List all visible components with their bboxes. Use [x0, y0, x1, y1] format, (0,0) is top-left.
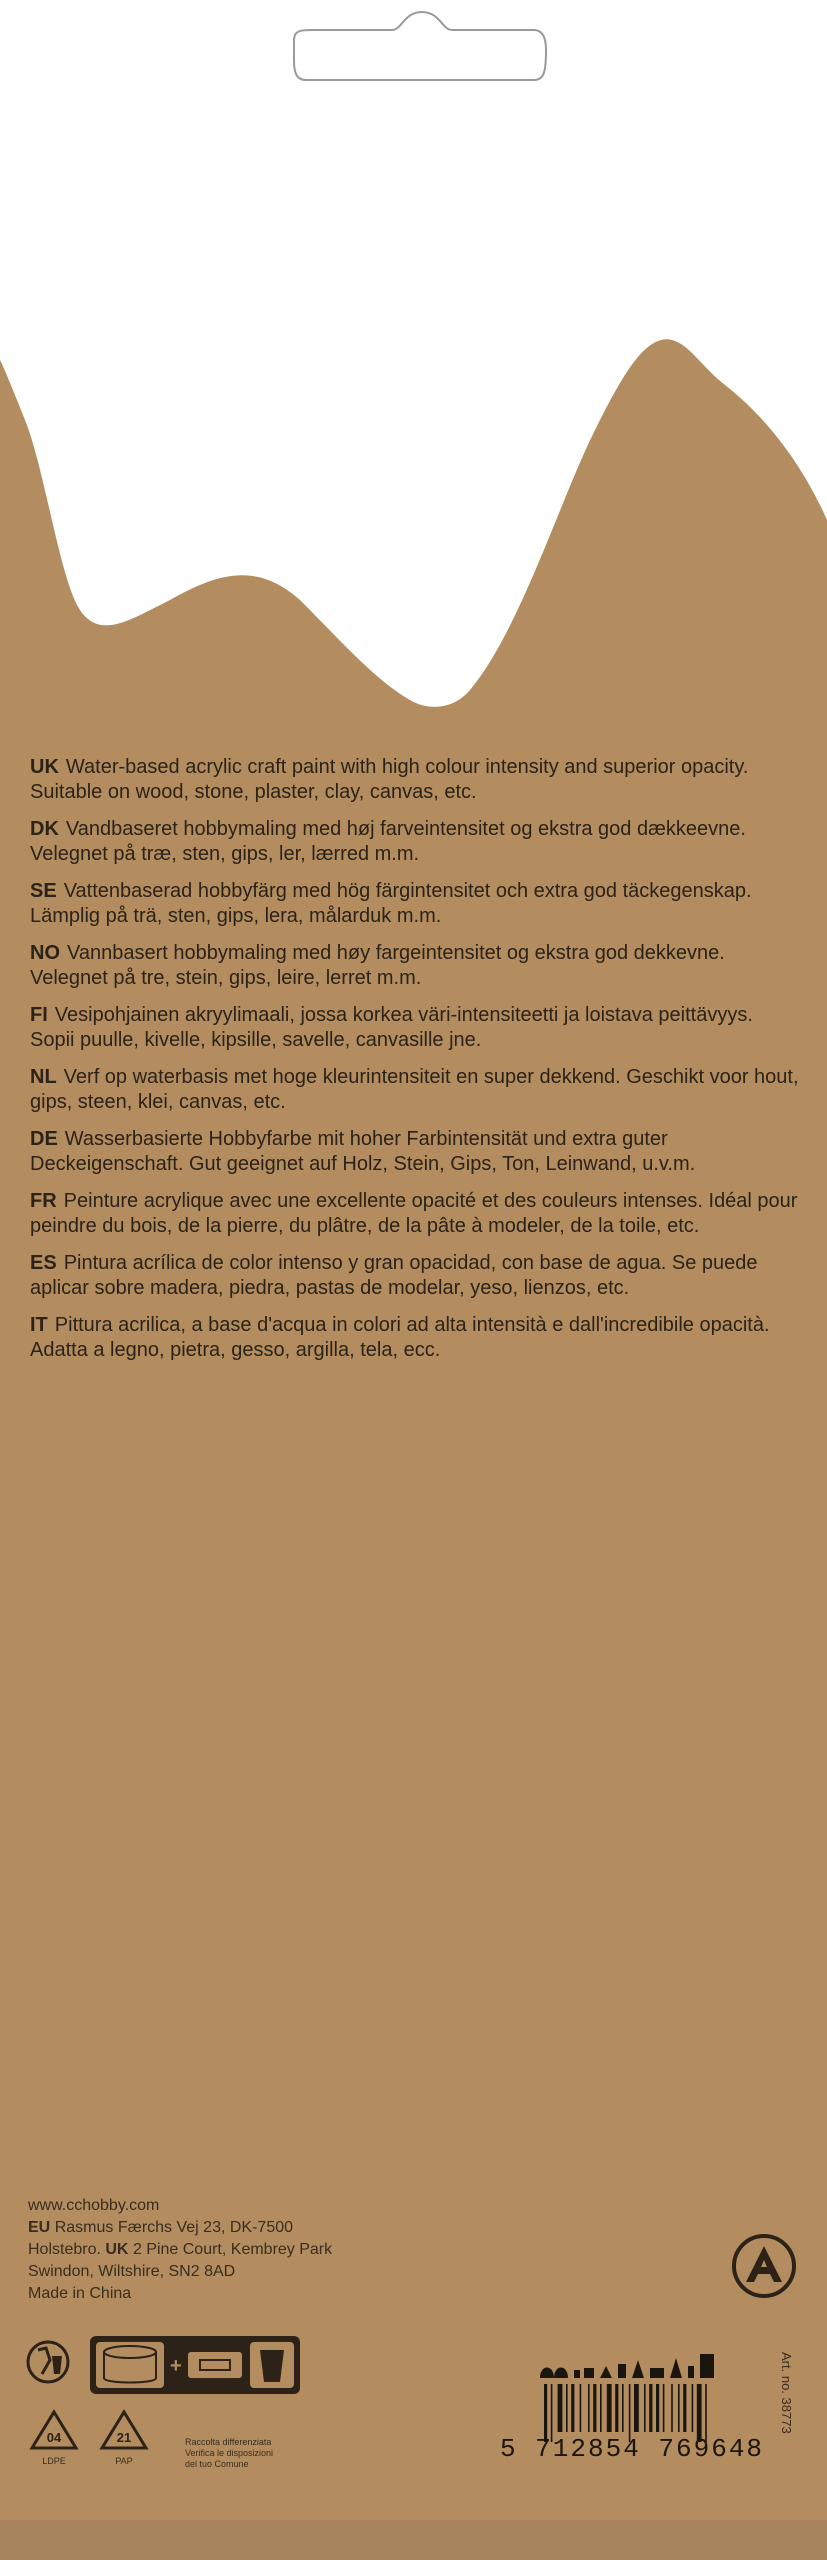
language-code: FI: [30, 1004, 48, 1026]
description-text: Wasserbasierte Hobbyfarbe mit hoher Farbintensität und extra guter Deckeigenschaft. Gut geeignet auf Holz, Stein, Gips, Ton, Leinwand, u.v.m.: [30, 1128, 696, 1175]
barcode-bar: [607, 2384, 612, 2432]
description-text: Vandbaseret hobbymaling med høj farveintensitet og ekstra god dækkeevne. Velegnet på træ, sten, gips, ler, lærred m.m.: [30, 818, 746, 865]
barcode-bar: [649, 2384, 652, 2432]
hang-hole: [272, 0, 567, 85]
language-code: IT: [30, 1314, 48, 1336]
language-code: DK: [30, 818, 59, 840]
white-wave-top: [0, 0, 827, 720]
brand-a-logo-icon: [730, 2232, 798, 2300]
barcode-bar: [678, 2384, 680, 2432]
barcode-bar: [634, 2384, 639, 2432]
description-es: [30, 1251, 800, 1301]
city-line: [28, 2239, 448, 2261]
language-code: ES: [30, 1252, 57, 1274]
description-text: Peinture acrylique avec une excellente opacité et des couleurs intenses. Idéal pour peindre du bois, de la pierre, du plâtre, de la pâte à modeler, de la toile, etc.: [30, 1190, 798, 1237]
barcode: [540, 2350, 780, 2490]
description-de: [30, 1127, 800, 1177]
barcode-bar: [593, 2384, 596, 2432]
made-in: Made in China: [28, 2285, 132, 2302]
eu-label: EU: [28, 2219, 51, 2236]
company-info: [28, 2195, 448, 2305]
recycling-note-line: del tuo Comune: [185, 2459, 249, 2469]
svg-text:+: +: [170, 2355, 182, 2377]
barcode-bar: [571, 2384, 574, 2432]
card-bottom-edge: [0, 2520, 827, 2560]
barcode-bar: [588, 2384, 590, 2432]
description-text: Verf op waterbasis met hoge kleurintensiteit en super dekkend. Geschikt voor hout, gips, steen, klei, canvas, etc.: [30, 1066, 799, 1113]
barcode-bar: [566, 2384, 568, 2432]
container-disposal-icon: [90, 2336, 300, 2394]
recycle-pap-icon: [102, 2412, 146, 2466]
barcode-bar: [671, 2384, 673, 2432]
recycle-code-1: 04: [46, 2430, 62, 2445]
recycling-note-line: Verifica le disposizioni: [185, 2448, 274, 2458]
description-text: Pintura acrílica de color intenso y gran opacidad, con base de agua. Se puede aplicar sobre madera, piedra, pastas de modelar, yeso, lienzos, etc.: [30, 1252, 758, 1299]
description-text: Vattenbaserad hobbyfärg med hög färgintensitet och extra god täckegenskap. Lämplig på trä, sten, gips, lera, målarduk m.m.: [30, 880, 752, 927]
description-uk: [30, 755, 800, 805]
trash-bin-person-icon: [28, 2342, 68, 2382]
multilingual-description: [30, 755, 800, 1375]
description-fr: [30, 1189, 800, 1239]
article-number: Art. no. 38773: [779, 2352, 794, 2434]
recycle-ldpe-icon: [32, 2412, 76, 2466]
barcode-bar: [644, 2384, 646, 2432]
uk-city: Swindon, Wiltshire, SN2 8AD: [28, 2263, 236, 2280]
uk-address: 2 Pine Court, Kembrey Park: [132, 2241, 333, 2258]
language-code: FR: [30, 1190, 57, 1212]
eu-address: Rasmus Færchs Vej 23, DK-7500: [54, 2219, 294, 2236]
description-se: [30, 879, 800, 929]
recycling-note-line: Raccolta differenziata: [185, 2437, 272, 2447]
description-dk: [30, 817, 800, 867]
recycling-note: [185, 2437, 325, 2470]
language-code: SE: [30, 880, 57, 902]
recycle-label-2: PAP: [115, 2456, 133, 2466]
barcode-bar: [615, 2384, 618, 2432]
recycle-label-1: LDPE: [42, 2456, 66, 2466]
language-code: DE: [30, 1128, 58, 1150]
eu-address-line: [28, 2217, 448, 2239]
uk-label: UK: [105, 2241, 129, 2258]
barcode-bar: [656, 2384, 659, 2432]
eu-city: Holstebro.: [28, 2241, 101, 2258]
description-text: Water-based acrylic craft paint with high colour intensity and superior opacity. Suitable on wood, stone, plaster, clay, canvas, etc.: [30, 756, 749, 803]
description-it: [30, 1313, 800, 1363]
skyline-decoration-icon: [540, 2354, 714, 2378]
description-no: [30, 941, 800, 991]
language-code: NL: [30, 1066, 57, 1088]
barcode-bar: [663, 2384, 665, 2432]
barcode-bar: [580, 2384, 582, 2432]
recycle-code-2: 21: [116, 2430, 132, 2445]
barcode-bar: [692, 2384, 694, 2432]
barcode-bar: [683, 2384, 686, 2432]
barcode-bar: [558, 2384, 563, 2432]
description-nl: [30, 1065, 800, 1115]
description-text: Pittura acrilica, a base d'acqua in colori ad alta intensità e dall'incredibile opacità. Adatta a legno, pietra, gesso, argilla, tela, ecc.: [30, 1314, 770, 1361]
description-text: Vannbasert hobbymaling med høy fargeintensitet og ekstra god dekkevne. Velegnet på tre, stein, gips, leire, lerret m.m.: [30, 942, 725, 989]
description-text: Vesipohjainen akryylimaali, jossa korkea väri-intensiteetti ja loistava peittävyys. Sopii puulle, kivelle, kipsille, savelle, canvasille jne.: [30, 1004, 753, 1051]
barcode-bar: [622, 2384, 624, 2432]
barcode-bar: [600, 2384, 602, 2432]
barcode-number: 5 712854 769648: [500, 2434, 765, 2464]
language-code: NO: [30, 942, 60, 964]
website: www.cchobby.com: [28, 2197, 160, 2214]
language-code: UK: [30, 756, 59, 778]
description-fi: [30, 1003, 800, 1053]
